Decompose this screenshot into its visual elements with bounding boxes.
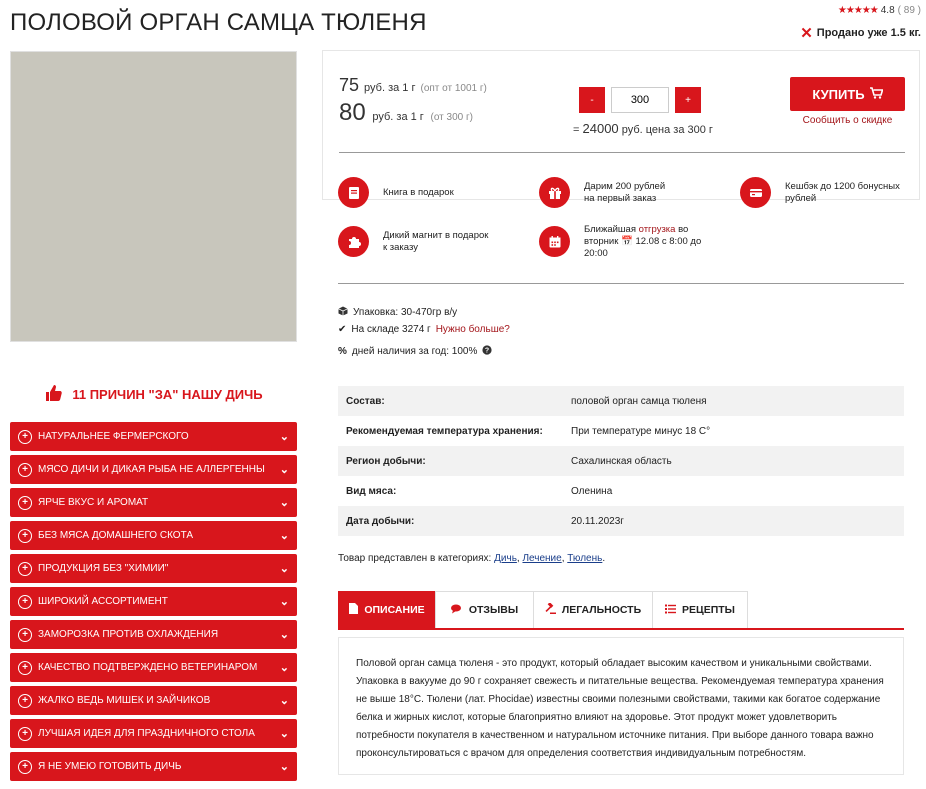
list-icon (665, 604, 676, 617)
chevron-down-icon: ⌄ (279, 629, 289, 641)
tab-legality[interactable] (533, 591, 652, 629)
tab-reviews[interactable] (435, 591, 533, 629)
reason-label: ШИРОКИЙ АССОРТИМЕНТ (38, 596, 168, 607)
spec-value: половой орган самца тюленя (563, 386, 904, 416)
table-row (338, 446, 904, 476)
perk-gift (539, 177, 665, 208)
chevron-down-icon: ⌄ (279, 596, 289, 608)
plus-circle-icon: + (18, 694, 32, 708)
reason-item[interactable] (10, 587, 297, 616)
package-text: Упаковка: 30-470гр в/у (353, 307, 458, 318)
spec-label: Дата добычи: (338, 506, 563, 536)
product-tabs (338, 591, 748, 629)
perk-magnet-text (383, 230, 488, 254)
wholesale-price-value: 75 (339, 75, 360, 95)
reason-label: ЖАЛКО ВЕДЬ МИШЕК И ЗАЙЧИКОВ (38, 695, 211, 706)
table-row (338, 476, 904, 506)
tab-label: РЕЦЕПТЫ (682, 604, 735, 616)
chevron-down-icon: ⌄ (279, 695, 289, 707)
categories (338, 553, 605, 564)
divider (338, 283, 904, 284)
divider (339, 152, 905, 153)
puzzle-icon (338, 226, 369, 257)
percent-icon: % (338, 346, 347, 357)
perk-cashback-text (785, 181, 900, 205)
credit-card-icon (740, 177, 771, 208)
availability-info (338, 345, 492, 358)
perk-magnet-line1: Дикий магнит в подарок (383, 229, 489, 241)
tab-label: ОТЗЫВЫ (468, 604, 519, 616)
check-icon: ✔ (338, 324, 347, 335)
wholesale-price (339, 75, 487, 96)
reason-item[interactable] (10, 455, 297, 484)
plus-circle-icon: + (18, 463, 32, 477)
quantity-stepper (579, 87, 701, 113)
perk-book-text: Книга в подарок (383, 186, 454, 198)
chevron-down-icon: ⌄ (279, 464, 289, 476)
perk-cashback (740, 177, 900, 208)
tab-description[interactable] (338, 591, 435, 629)
rating-value: 4.8 (880, 5, 895, 16)
package-info (338, 306, 457, 319)
qty-input[interactable] (611, 87, 669, 113)
tab-recipes[interactable] (652, 591, 748, 629)
category-link-lechenie[interactable]: Лечение (522, 553, 562, 564)
plus-circle-icon: + (18, 628, 32, 642)
reason-item[interactable] (10, 719, 297, 748)
comments-icon (451, 604, 463, 617)
perk-magnet-line2: к заказу (383, 241, 418, 253)
plus-circle-icon: + (18, 595, 32, 609)
discount-link[interactable]: Сообщить о скидке (802, 115, 893, 126)
rating-count: ( 89 ) (897, 5, 921, 16)
reason-label: ЗАМОРОЗКА ПРОТИВ ОХЛАЖДЕНИЯ (38, 629, 219, 640)
buy-button[interactable] (790, 77, 905, 111)
tab-label: ЛЕГАЛЬНОСТЬ (561, 604, 642, 616)
need-more-link[interactable]: Нужно больше? (435, 324, 510, 335)
cart-icon (870, 87, 883, 102)
description-text: Половой орган самца тюленя - это продукт, который обладает высоким качеством и уникальными свойствами. Упаковка в вакууме до 90 г сохраняет свежесть и питательные вещества. Рекомендуемая температура хранения не выше 18°С. Тюлени (лат. Phocidae) известны своими полезными свойствами, такими как богатое содержание белка и жирных кислот, которые благоприятно влияют на здоровье. Этот продукт может удовлетворить потребности покупателя в качественном и натуральном источнике питания. При выборе данного товара важно проконсультироваться с врачом для определения соответствия индивидуальным потребностям. (338, 637, 904, 775)
spec-label: Рекомендуемая температура хранения: (346, 425, 543, 437)
spec-label: Состав: (338, 386, 563, 416)
product-title: ПОЛОВОЙ ОРГАН САМЦА ТЮЛЕНЯ (10, 9, 427, 36)
cross-icon: ✕ (800, 25, 813, 42)
table-row (338, 386, 904, 416)
tab-label: ОПИСАНИЕ (364, 604, 425, 616)
reasons-list (10, 422, 297, 785)
reasons-title (10, 383, 297, 406)
perk-cashback-line2: рублей (785, 192, 817, 204)
reason-item[interactable] (10, 488, 297, 517)
total-value: 24000 (582, 121, 619, 136)
buy-label: КУПИТЬ (812, 86, 865, 102)
table-row (338, 506, 904, 536)
availability-text: дней наличия за год: 100% (351, 346, 478, 357)
category-link-dich[interactable]: Дичь (494, 553, 517, 564)
reason-label: Я НЕ УМЕЮ ГОТОВИТЬ ДИЧЬ (38, 761, 182, 772)
chevron-down-icon: ⌄ (279, 530, 289, 542)
stock-text: На складе 3274 г (351, 324, 431, 335)
spec-label: Вид мяса: (346, 485, 397, 497)
perk-gift-text (584, 181, 665, 205)
reason-item[interactable] (10, 554, 297, 583)
tab-underline (338, 628, 904, 630)
reason-item[interactable] (10, 686, 297, 715)
qty-minus-button[interactable]: - (579, 87, 605, 113)
product-rating[interactable] (838, 5, 921, 16)
retail-price-value: 80 (339, 99, 366, 126)
retail-price (339, 99, 473, 127)
perk-gift-line2: на первый заказ (584, 192, 657, 204)
chevron-down-icon: ⌄ (279, 728, 289, 740)
perk-magnet (338, 226, 488, 257)
shipping-link[interactable]: отгрузка (638, 224, 676, 235)
svg-text:?: ? (485, 347, 490, 355)
reason-label: МЯСО ДИЧИ И ДИКАЯ РЫБА НЕ АЛЛЕРГЕННЫ (38, 464, 265, 475)
total-price (573, 121, 713, 136)
rating-stars-icon: ★★★★★ (837, 5, 878, 16)
wholesale-price-note: (опт от 1001 г) (420, 83, 487, 94)
total-suffix: руб. цена за 300 г (621, 124, 713, 136)
plus-circle-icon: + (18, 496, 32, 510)
table-row (338, 416, 904, 446)
chevron-down-icon: ⌄ (279, 563, 289, 575)
total-prefix: = (573, 124, 580, 136)
plus-circle-icon: + (18, 430, 32, 444)
retail-price-unit: руб. за 1 г (372, 111, 424, 123)
categories-prefix: Товар представлен в категориях: (338, 553, 492, 564)
reason-item[interactable] (10, 422, 297, 451)
sold-text: Продано уже 1.5 кг. (816, 27, 921, 39)
book-icon (338, 177, 369, 208)
reason-item[interactable] (10, 653, 297, 682)
retail-price-note: (от 300 г) (430, 112, 473, 123)
perk-shipping-text (584, 224, 701, 260)
plus-circle-icon: + (18, 760, 32, 774)
perk-shipping-pre: Ближайшая (584, 224, 636, 235)
chevron-down-icon: ⌄ (279, 497, 289, 509)
reason-label: ЯРЧЕ ВКУС И АРОМАТ (38, 497, 149, 508)
spec-label: Регион добычи: (338, 446, 563, 476)
perk-gift-line1: Дарим 200 рублей (584, 180, 666, 192)
stock-info (338, 324, 510, 335)
chevron-down-icon: ⌄ (279, 662, 289, 674)
perk-book (338, 177, 454, 208)
reason-label: ПРОДУКЦИЯ БЕЗ "ХИМИИ" (38, 563, 169, 574)
chevron-down-icon: ⌄ (279, 761, 289, 773)
qty-plus-button[interactable]: + (675, 87, 701, 113)
perk-cashback-line1: Кешбэк до 1200 бонусных (785, 180, 900, 192)
reason-item[interactable] (10, 752, 297, 781)
product-photo[interactable] (10, 51, 297, 342)
question-circle-icon[interactable] (482, 345, 492, 358)
perk-shipping-after: во (678, 224, 689, 235)
reason-label: БЕЗ МЯСА ДОМАШНЕГО СКОТА (38, 530, 194, 541)
plus-circle-icon: + (18, 727, 32, 741)
thumbs-up-icon (44, 383, 64, 406)
calendar-icon (539, 226, 570, 257)
gift-icon (539, 177, 570, 208)
chevron-down-icon: ⌄ (279, 431, 289, 443)
specs-table (338, 386, 904, 536)
wholesale-price-unit: руб. за 1 г (364, 82, 416, 94)
spec-value: 20.11.2023г (563, 506, 904, 536)
category-sep: , (561, 553, 565, 564)
gavel-icon (545, 603, 556, 617)
perk-shipping-line3: 20:00 (584, 247, 608, 259)
cube-icon (338, 306, 348, 319)
reason-label: НАТУРАЛЬНЕЕ ФЕРМЕРСКОГО (38, 431, 189, 442)
perk-shipping-line2: вторник 📅 12.08 с 8:00 до (584, 235, 702, 247)
category-end: . (602, 553, 606, 564)
category-link-tyulen[interactable]: Тюлень (567, 553, 603, 564)
file-icon (349, 603, 358, 617)
category-sep: , (516, 553, 520, 564)
plus-circle-icon: + (18, 661, 32, 675)
sold-amount (800, 24, 921, 42)
reasons-title-text: 11 ПРИЧИН "ЗА" НАШУ ДИЧЬ (72, 387, 263, 402)
spec-value: При температуре минус 18 С° (571, 425, 711, 437)
plus-circle-icon: + (18, 529, 32, 543)
reason-item[interactable] (10, 521, 297, 550)
reason-label: ЛУЧШАЯ ИДЕЯ ДЛЯ ПРАЗДНИЧНОГО СТОЛА (38, 728, 255, 739)
spec-value: Сахалинская область (563, 446, 904, 476)
plus-circle-icon: + (18, 562, 32, 576)
spec-value: Оленина (571, 485, 613, 497)
perk-shipping (539, 224, 701, 260)
reason-item[interactable] (10, 620, 297, 649)
reason-label: КАЧЕСТВО ПОДТВЕРЖДЕНО ВЕТЕРИНАРОМ (38, 662, 258, 673)
